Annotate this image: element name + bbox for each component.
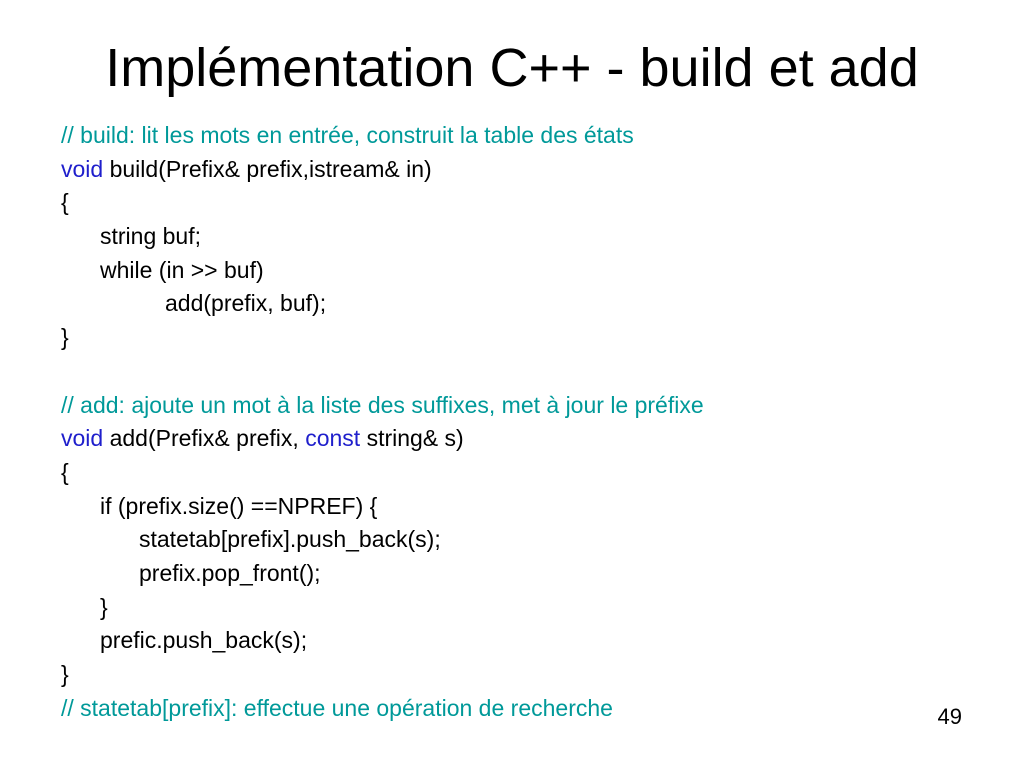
add-signature-start: add(Prefix& prefix, <box>109 425 299 452</box>
const-keyword: const <box>305 425 361 452</box>
void-keyword: void <box>61 425 104 452</box>
blank-line <box>61 355 704 389</box>
add-signature-end: string& s) <box>366 425 464 452</box>
build-call-line: add(prefix, buf); <box>165 290 327 317</box>
build-signature-line <box>61 153 704 187</box>
add-if-line: if (prefix.size() ==NPREF) { <box>100 492 378 519</box>
build-open-brace: { <box>61 189 69 216</box>
void-keyword: void <box>61 155 104 182</box>
add-close-brace: } <box>61 661 69 687</box>
add-push-line: statetab[prefix].push_back(s); <box>139 526 441 553</box>
build-while-line: while (in >> buf) <box>100 256 264 283</box>
code-block <box>61 119 704 725</box>
slide-title: Implémentation C++ - build et add <box>105 38 919 98</box>
add-if-close-brace: } <box>100 593 108 620</box>
page-number: 49 <box>937 704 962 729</box>
build-signature: build(Prefix& prefix,istream& in) <box>109 155 432 182</box>
add-open-brace: { <box>61 458 69 485</box>
add-comment: // add: ajoute un mot à la liste des suffixes, met à jour le préfixe <box>61 391 704 418</box>
add-pop-line: prefix.pop_front(); <box>139 559 321 586</box>
build-comment: // build: lit les mots en entrée, construit la table des états <box>61 122 634 148</box>
footer-comment: // statetab[prefix]: effectue une opération de recherche <box>61 694 613 721</box>
build-close-brace: } <box>61 324 69 351</box>
add-prefic-push-line: prefic.push_back(s); <box>100 627 308 654</box>
build-decl-line: string buf; <box>100 223 201 250</box>
add-signature-line <box>61 422 704 456</box>
